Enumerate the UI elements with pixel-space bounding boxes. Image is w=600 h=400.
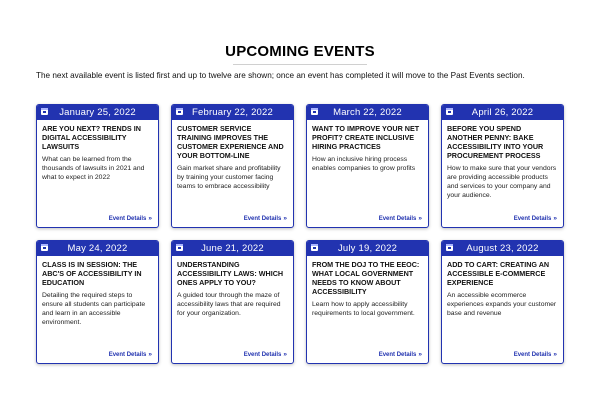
double-chevron-right-icon: » [418,215,422,222]
event-description: A guided tour through the maze of accessibility laws that are required for your organization. [177,292,281,317]
event-details-label: Event Details [378,215,417,222]
calendar-icon [311,108,318,115]
calendar-icon [176,108,183,115]
event-title: WANT TO IMPROVE YOUR NET PROFIT? CREATE INCLUSIVE HIRING PRACTICES [312,124,420,151]
event-description: An accessible ecommerce experiences expands your customer base and revenue [447,292,557,317]
event-card-header [172,241,293,256]
event-description: How to make sure that your vendors are providing accessible products and services to your company and your audience. [447,165,557,199]
event-card-header [37,105,158,120]
event-date: February 22, 2022 [191,107,274,118]
event-title: ADD TO CART: CREATING AN ACCESSIBLE E-COMMERCE EXPERIENCE [447,260,550,287]
event-card [36,240,159,364]
event-details-label: Event Details [108,351,147,358]
event-title: BEFORE YOU SPEND ANOTHER PENNY: BAKE ACCESSIBILITY INTO YOUR PROCUREMENT PROCESS [447,124,544,160]
calendar-icon [311,244,318,251]
event-date: June 21, 2022 [201,243,264,254]
event-details-link[interactable] [244,351,287,358]
event-details-link[interactable] [379,351,422,358]
event-title: UNDERSTANDING ACCESSIBILITY LAWS: WHICH ONES APPLY TO YOU? [177,260,284,287]
event-card [441,240,564,364]
event-details-link[interactable] [244,215,287,222]
event-card [306,104,429,228]
events-grid [36,104,566,366]
event-card [36,104,159,228]
calendar-icon [176,244,183,251]
event-details-label: Event Details [378,351,417,358]
double-chevron-right-icon: » [148,351,152,358]
event-title: FROM THE DOJ TO THE EEOC: WHAT LOCAL GOVERNMENT NEEDS TO KNOW ABOUT ACCESSIBILITY [312,260,420,296]
double-chevron-right-icon: » [283,351,287,358]
double-chevron-right-icon: » [418,351,422,358]
event-card-header [307,241,428,256]
double-chevron-right-icon: » [553,215,557,222]
double-chevron-right-icon: » [148,215,152,222]
event-details-link[interactable] [109,351,152,358]
event-title: CLASS IS IN SESSION: THE ABC'S OF ACCESSIBILITY IN EDUCATION [42,260,142,287]
event-title: ARE YOU NEXT? TRENDS IN DIGITAL ACCESSIBILITY LAWSUITS [42,124,141,151]
double-chevron-right-icon: » [283,215,287,222]
event-title: CUSTOMER SERVICE TRAINING IMPROVES THE CUSTOMER EXPERIENCE AND YOUR BOTTOM-LINE [177,124,284,160]
event-card [306,240,429,364]
event-date: July 19, 2022 [337,243,398,254]
event-description: Gain market share and profitability by training your customer facing teams to embrace accessibility [177,165,281,190]
event-card-header [442,105,563,120]
event-details-link[interactable] [109,215,152,222]
event-details-label: Event Details [513,351,552,358]
double-chevron-right-icon: » [553,351,557,358]
event-date: January 25, 2022 [59,107,136,118]
event-card [171,104,294,228]
event-description: How an inclusive hiring process enables companies to grow profits [312,156,416,172]
event-card [441,104,564,228]
event-date: April 26, 2022 [471,107,534,118]
event-card-header [307,105,428,120]
event-details-link[interactable] [514,351,557,358]
event-date: May 24, 2022 [67,243,128,254]
intro-text: The next available event is listed first and up to twelve are shown; once an event has completed it will move to the Past Events section. [36,71,525,80]
event-details-link[interactable] [514,215,557,222]
event-details-label: Event Details [513,215,552,222]
calendar-icon [41,244,48,251]
event-card-header [172,105,293,120]
event-details-label: Event Details [108,215,147,222]
calendar-icon [446,108,453,115]
event-card-header [442,241,563,256]
event-description: Learn how to apply accessibility requirements to local government. [312,301,415,317]
event-description: Detailing the required steps to ensure all students can participate and learn in an accessible environment. [42,292,146,326]
calendar-icon [446,244,453,251]
event-date: August 23, 2022 [466,243,539,254]
event-description: What can be learned from the thousands of lawsuits in 2021 and what to expect in 2022 [42,156,145,181]
event-card [171,240,294,364]
page-title: UPCOMING EVENTS [225,43,375,60]
title-divider [233,64,367,65]
calendar-icon [41,108,48,115]
event-details-label: Event Details [243,351,282,358]
event-details-link[interactable] [379,215,422,222]
event-date: March 22, 2022 [333,107,402,118]
event-card-header [37,241,158,256]
event-details-label: Event Details [243,215,282,222]
